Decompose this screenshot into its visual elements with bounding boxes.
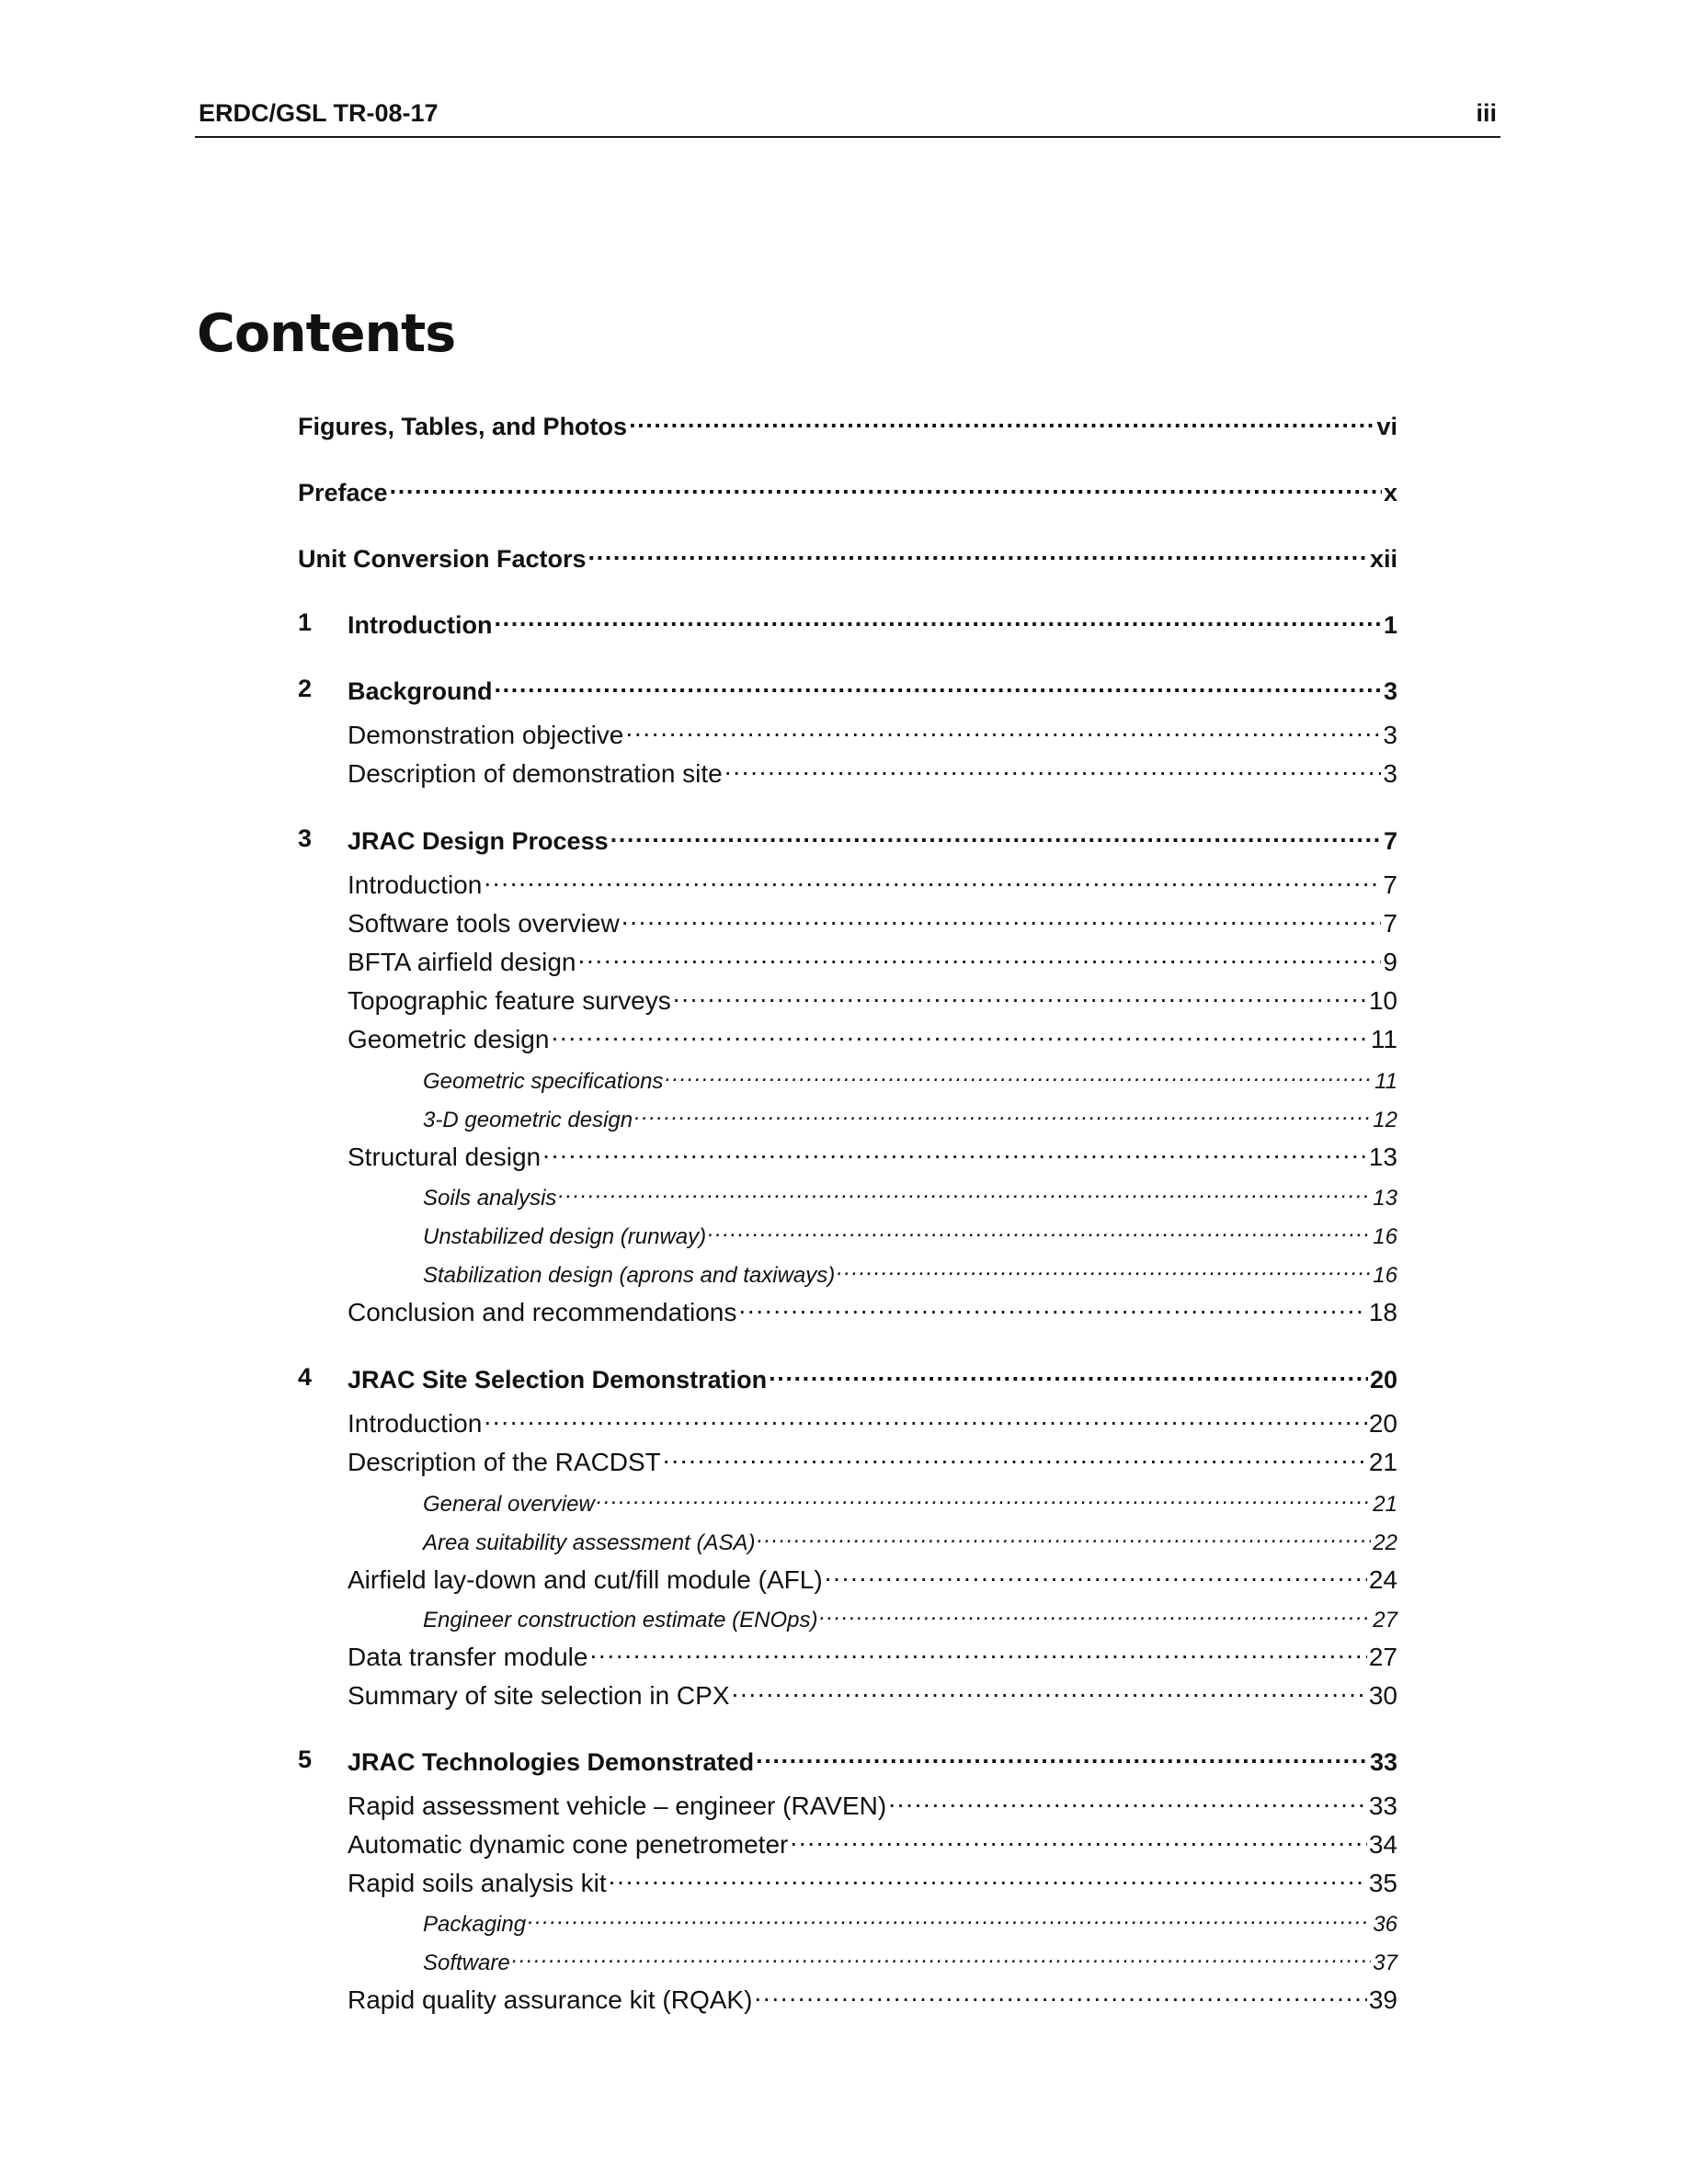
toc-section-entry[interactable] [348,1140,1397,1172]
dot-leader [609,1866,1367,1892]
toc-entry-page: 35 [1368,1869,1397,1897]
toc-entry-page: 36 [1373,1912,1397,1937]
dot-leader [769,1363,1368,1388]
toc-entry-label: Rapid assessment vehicle – engineer (RAVEN) [348,1792,887,1820]
toc-entry-page: 20 [1368,1409,1397,1438]
dot-leader [790,1827,1366,1853]
toc-entry-label: Unit Conversion Factors [298,545,587,573]
dot-leader [495,675,1382,700]
toc-entry-page: 7 [1383,909,1397,938]
toc-entry-label: 3-D geometric design [423,1108,633,1132]
dot-leader [528,1909,1371,1931]
toc-entry-label: Airfield lay-down and cut/fill module (AFL) [348,1565,823,1594]
toc-entry-page: 22 [1373,1530,1397,1555]
toc-section-entry[interactable] [348,945,1397,977]
toc-entry-page: 16 [1373,1224,1397,1249]
toc-entry-label: Description of demonstration site [348,759,723,788]
dot-leader [629,410,1374,435]
toc-section-entry[interactable] [348,1640,1397,1672]
toc-entry-label: General overview [423,1492,595,1517]
toc-entry-label: Geometric design [348,1025,550,1053]
toc-entry-label: Introduction [348,611,493,639]
toc-entry-page: 3 [1383,677,1397,705]
toc-entry-label: Software tools overview [348,909,620,938]
dot-leader [551,1022,1368,1048]
toc-chapter-entry[interactable] [298,825,1397,856]
dot-leader [622,906,1382,932]
toc-entry-label: Introduction [348,1409,483,1438]
toc-entry-page: 27 [1373,1608,1397,1632]
toc-entry-label: Preface [298,479,388,506]
toc-section-entry[interactable] [348,1789,1397,1821]
toc-entry-label: Demonstration objective [348,721,624,749]
dot-leader [589,1640,1366,1666]
dot-leader [757,1528,1371,1550]
toc-entry-label: JRAC Technologies Demonstrated [348,1748,755,1776]
toc-subsection-entry[interactable] [423,1489,1397,1518]
toc-chapter-entry[interactable] [298,1363,1397,1394]
toc-entry-page: 16 [1373,1263,1397,1288]
toc-section-entry[interactable] [348,1866,1397,1898]
toc-entry-label: Conclusion and recommendations [348,1298,737,1326]
chapter-number: 4 [298,1363,313,1391]
toc-entry-page: 13 [1373,1186,1397,1211]
dot-leader [610,825,1382,849]
toc-entry-page: 27 [1368,1643,1397,1671]
toc-subsection-entry[interactable] [423,1260,1397,1289]
toc-chapter-entry[interactable] [298,1746,1397,1777]
toc-entry-label: Background [348,677,493,705]
toc-entry-label: Packaging [423,1912,527,1937]
dot-leader [732,1678,1367,1704]
toc-entry-label: Automatic dynamic cone penetrometer [348,1830,789,1859]
toc-subsection-entry[interactable] [423,1909,1397,1938]
toc-entry-label: Soils analysis [423,1186,557,1211]
dot-leader [825,1563,1367,1588]
toc-entry-label: Area suitability assessment (ASA) [423,1530,756,1555]
toc-section-entry[interactable] [348,1563,1397,1595]
toc-subsection-entry[interactable] [423,1066,1397,1095]
toc-entry-page: 18 [1368,1298,1397,1326]
toc-section-entry[interactable] [348,756,1397,789]
dot-leader [625,718,1381,744]
toc-subsection-entry[interactable] [423,1948,1397,1976]
toc-chapter-entry[interactable] [298,675,1397,706]
dot-leader [756,1746,1368,1770]
toc-chapter-entry[interactable] [298,609,1397,640]
toc-entry-page: vi [1376,413,1397,440]
toc-entry-label: Unstabilized design (runway) [423,1224,707,1249]
toc-subsection-entry[interactable] [423,1222,1397,1250]
toc-section-entry[interactable] [348,1445,1397,1477]
toc-section-entry[interactable] [348,1295,1397,1327]
page-number: iii [1476,99,1497,127]
toc-entry-page: 7 [1383,827,1397,855]
toc-entry-page: x [1383,479,1397,506]
dot-leader [663,1445,1367,1471]
toc-section-entry[interactable] [348,1827,1397,1860]
toc-entry-page: 7 [1383,870,1397,899]
toc-entry-page: 11 [1370,1025,1397,1053]
toc-entry-label: JRAC Design Process [348,827,609,855]
toc-section-entry[interactable] [348,1678,1397,1711]
dot-leader [724,756,1382,782]
chapter-number: 1 [298,609,313,636]
dot-leader [558,1183,1371,1205]
chapter-number: 5 [298,1746,313,1773]
toc-entry-label: Rapid quality assurance kit (RQAK) [348,1985,753,2014]
toc-entry-label: Stabilization design (aprons and taxiways) [423,1263,836,1288]
toc-entry-page: 24 [1368,1565,1397,1594]
dot-leader [484,1406,1367,1432]
toc-entry-page: 30 [1368,1681,1397,1710]
toc-entry-page: 21 [1368,1448,1397,1476]
toc-entry-label: Introduction [348,870,483,899]
toc-section-entry[interactable] [348,906,1397,938]
toc-entry-label: BFTA airfield design [348,948,576,976]
toc-entry-page: 20 [1369,1366,1397,1393]
toc-section-entry[interactable] [348,868,1397,900]
dot-leader [390,476,1382,501]
toc-entry-page: 13 [1368,1143,1397,1171]
dot-leader [708,1222,1371,1244]
toc-entry-page: 33 [1368,1792,1397,1820]
toc-entry[interactable] [298,476,1397,507]
chapter-number: 2 [298,675,313,702]
toc-entry-label: Description of the RACDST [348,1448,661,1476]
toc-entry-page: 34 [1368,1830,1397,1859]
toc-entry-page: 12 [1373,1108,1397,1132]
toc-entry-label: Data transfer module [348,1643,588,1671]
dot-leader [578,945,1382,971]
dot-leader [512,1948,1372,1970]
toc-subsection-entry[interactable] [423,1183,1397,1211]
toc-section-entry[interactable] [348,1983,1397,2015]
toc-entry-label: Rapid soils analysis kit [348,1869,607,1897]
toc-entry-label: Software [423,1951,510,1975]
toc-entry[interactable] [298,410,1397,441]
toc-subsection-entry[interactable] [423,1105,1397,1133]
dot-leader [542,1140,1367,1166]
toc-section-entry[interactable] [348,1406,1397,1439]
dot-leader [665,1066,1373,1088]
toc-entry-page: 21 [1373,1492,1397,1517]
page-title: Contents [197,303,456,364]
toc-entry-page: 37 [1373,1951,1397,1975]
dot-leader [754,1983,1366,2008]
toc-subsection-entry[interactable] [423,1605,1397,1633]
toc-section-entry[interactable] [348,718,1397,750]
toc-entry-page: 9 [1383,948,1397,976]
toc-entry-page: 3 [1383,759,1397,788]
toc-entry-label: Figures, Tables, and Photos [298,413,628,440]
dot-leader [597,1489,1372,1511]
toc-entry-page: 3 [1383,721,1397,749]
toc-entry-page: 33 [1369,1748,1397,1776]
toc-entry-page: 11 [1374,1069,1397,1094]
dot-leader [820,1605,1372,1627]
toc-entry[interactable] [298,542,1397,574]
toc-entry-page: 1 [1383,611,1397,639]
toc-entry-label: Engineer construction estimate (ENOps) [423,1608,818,1632]
toc-entry-page: 10 [1368,986,1397,1015]
toc-entry-page: xii [1369,545,1397,573]
dot-leader [484,868,1381,893]
toc-entry-label: Structural design [348,1143,542,1171]
dot-leader [888,1789,1367,1814]
toc-section-entry[interactable] [348,1022,1397,1054]
toc-entry-label: Topographic feature surveys [348,986,671,1015]
dot-leader [673,984,1367,1009]
chapter-number: 3 [298,825,313,852]
dot-leader [494,609,1382,633]
toc-entry-label: Geometric specifications [423,1069,664,1094]
toc-entry-label: Summary of site selection in CPX [348,1681,730,1710]
toc-section-entry[interactable] [348,984,1397,1016]
toc-entry-page: 39 [1368,1985,1397,2014]
dot-leader [837,1260,1371,1282]
dot-leader [588,542,1368,567]
toc-entry-label: JRAC Site Selection Demonstration [348,1366,768,1393]
toc-subsection-entry[interactable] [423,1528,1397,1556]
dot-leader [634,1105,1371,1127]
document-id: ERDC/GSL TR-08-17 [199,99,439,127]
dot-leader [738,1295,1366,1321]
